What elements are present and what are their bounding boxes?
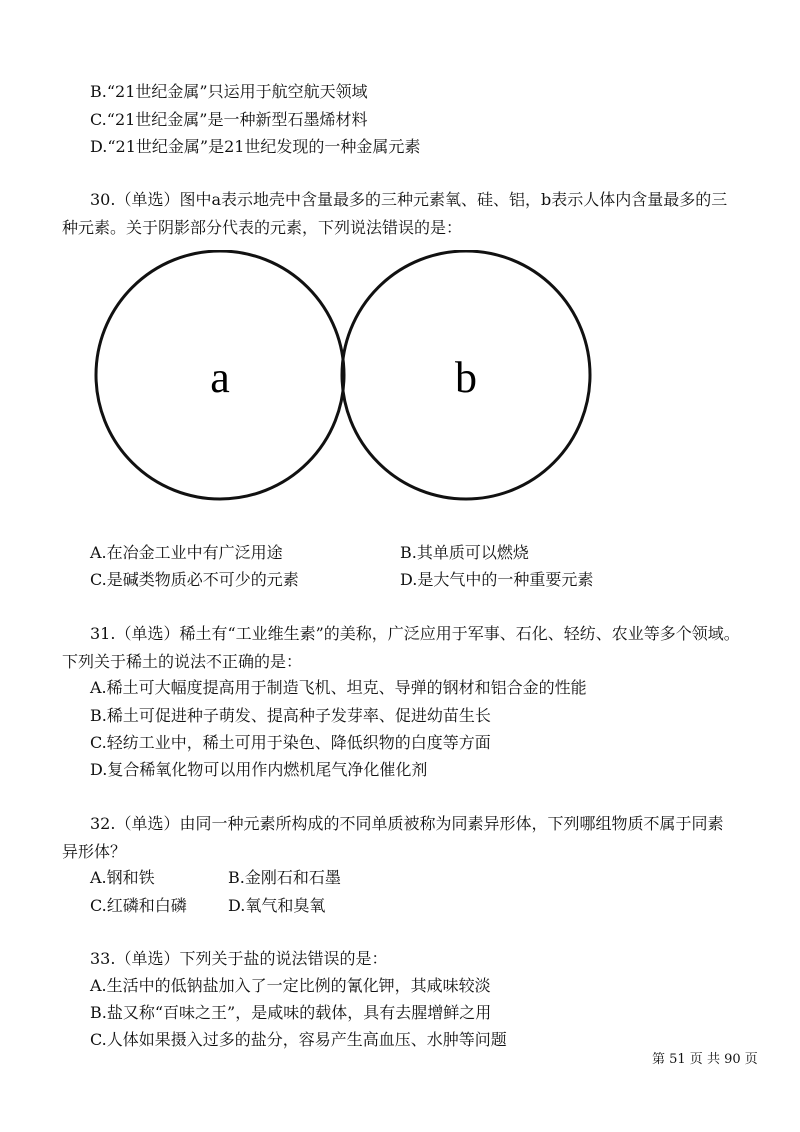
q33-stem-line1: 33.（单选）下列关于盐的说法错误的是： — [90, 949, 388, 968]
q30-option-d: D.是大气中的一种重要元素 — [400, 570, 594, 589]
q33-option-a: A.生活中的低钠盐加入了一定比例的氰化钾，其咸味较淡 — [90, 976, 491, 995]
venn-diagram — [80, 250, 600, 530]
q29-option-d: D.“21世纪金属”是21世纪发现的一种金属元素 — [90, 137, 421, 156]
q31-stem-line2: 下列关于稀土的说法不正确的是： — [62, 652, 303, 671]
q30-option-b: B.其单质可以燃烧 — [400, 543, 529, 562]
label-a: a — [210, 353, 230, 402]
q32-stem-line2: 异形体？ — [62, 842, 127, 861]
q32-option-a: A.钢和铁 — [90, 868, 155, 887]
q31-option-c: C.轻纺工业中，稀土可用于染色、降低织物的白度等方面 — [90, 733, 491, 752]
q30-option-c: C.是碱类物质必不可少的元素 — [90, 570, 299, 589]
q32-stem-line1: 32.（单选）由同一种元素所构成的不同单质被称为同素异形体，下列哪组物质不属于同素 — [90, 814, 724, 833]
q30-stem-line2: 种元素。关于阴影部分代表的元素，下列说法错误的是： — [62, 218, 463, 237]
q30-option-a: A.在冶金工业中有广泛用途 — [90, 543, 283, 562]
q31-stem-line1: 31.（单选）稀土有“工业维生素”的美称，广泛应用于军事、石化、轻纺、农业等多个领域。 — [90, 624, 740, 643]
q33-option-c: C.人体如果摄入过多的盐分，容易产生高血压、水肿等问题 — [90, 1030, 507, 1049]
label-b: b — [455, 353, 477, 402]
q30-stem-line1: 30.（单选）图中a表示地壳中含量最多的三种元素氧、硅、铝，b表示人体内含量最多的三 — [90, 190, 728, 209]
q29-option-c: C.“21世纪金属”是一种新型石墨烯材料 — [90, 110, 368, 129]
q31-option-d: D.复合稀氧化物可以用作内燃机尾气净化催化剂 — [90, 760, 428, 779]
q31-option-a: A.稀土可大幅度提高用于制造飞机、坦克、导弹的钢材和铝合金的性能 — [90, 678, 587, 697]
q33-option-b: B.盐又称“百味之王”，是咸味的载体，具有去腥增鲜之用 — [90, 1003, 492, 1022]
page-footer: 第 51 页 共 90 页 — [652, 1052, 758, 1067]
q31-option-b: B.稀土可促进种子萌发、提高种子发芽率、促进幼苗生长 — [90, 706, 491, 725]
q32-option-c: C.红磷和白磷 — [90, 896, 187, 915]
q29-option-b: B.“21世纪金属”只运用于航空航天领域 — [90, 82, 368, 101]
q32-option-d: D.氧气和臭氧 — [228, 896, 326, 915]
q32-option-b: B.金刚石和石墨 — [228, 868, 341, 887]
